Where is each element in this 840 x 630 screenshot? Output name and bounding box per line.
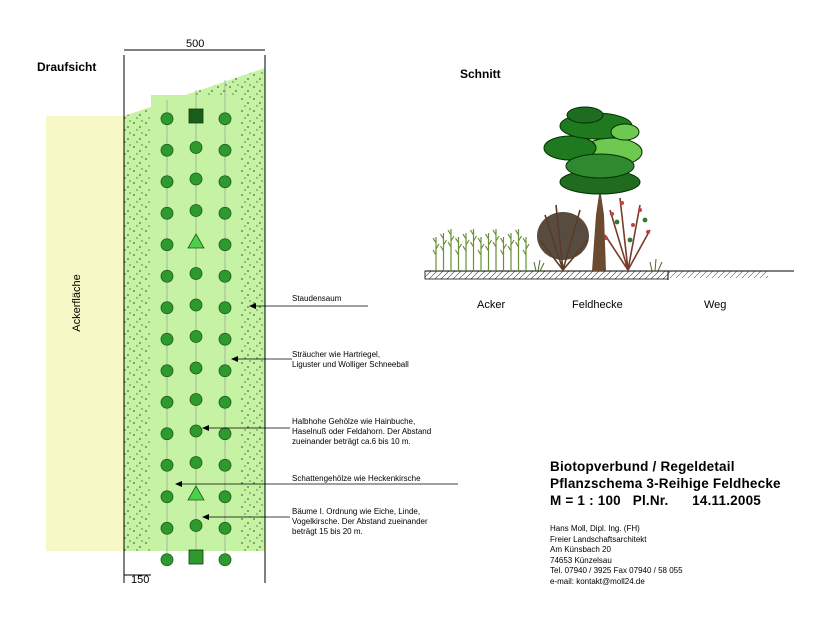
shrub-symbol [219,459,231,471]
grain-stalk [501,237,507,271]
shrub-symbol [161,144,173,156]
shrub-right [604,198,650,270]
shrub-symbol [190,394,202,406]
shrub-symbol [190,268,202,280]
shrub-symbol [161,176,173,188]
shrub-symbol [161,302,173,314]
shrub-symbol [161,491,173,503]
shrub-symbol [161,428,173,440]
grain-stalk [493,229,499,271]
shrub-symbol [190,299,202,311]
section-heading: Schnitt [460,67,501,81]
shrub-symbol [161,113,173,125]
plan-view-heading: Draufsicht [37,60,97,74]
grain-stalk [516,229,522,271]
plant-grid [161,109,231,566]
shrub-symbol [161,270,173,282]
field-label: Ackerfläche [71,274,83,332]
shrub-symbol [219,144,231,156]
tree-symbol [189,550,203,564]
grain-stalk [463,233,469,271]
grain-stalk [486,233,492,271]
shrub-symbol [219,491,231,503]
shrub-symbol [219,522,231,534]
shrub-symbol [219,333,231,345]
shrub-symbol [219,176,231,188]
shrub-symbol [190,425,202,437]
grain-stalk [448,229,454,271]
shrub-symbol [161,365,173,377]
shrub-symbol [219,554,231,566]
shrub-symbol [161,239,173,251]
grain-stalk [508,233,514,271]
shrub-symbol [219,239,231,251]
shrub-symbol [161,554,173,566]
shrub-left [537,205,589,270]
shrub-symbol [161,459,173,471]
shrub-symbol [219,428,231,440]
label-straeucher: Sträucher wie Hartriegel, Liguster und Wolliger Schneeball [292,350,409,369]
shrub-symbol [161,522,173,534]
label-schatten: Schattengehölze wie Heckenkirsche [292,474,421,483]
shrub-symbol [219,207,231,219]
section-label-acker: Acker [477,299,506,311]
label-staudensaum: Staudensaum [292,294,342,303]
tree-symbol [189,109,203,123]
label-baeume: Bäume I. Ordnung wie Eiche, Linde, Vogelkirsche. Der Abstand zueinander beträgt 15 bis 20 m. [292,507,428,536]
grain-stalk [478,237,484,271]
shrub-symbol [190,457,202,469]
shrub-symbol [219,365,231,377]
title-line3: M = 1 : 100 Pl.Nr. 14.11.2005 [550,493,761,508]
title-line1: Biotopverbund / Regeldetail [550,459,735,474]
grain-stalk [523,237,529,271]
shrub-symbol [219,270,231,282]
dimension-offset: 150 [131,574,150,586]
shrub-symbol [190,142,202,154]
section-label-feldhecke: Feldhecke [572,299,623,311]
address-block: Hans Moll, Dipl. Ing. (FH) Freier Landschaftsarchitekt Am Künsbach 20 74653 Künzelsau Tel. 07940 / 3925 Fax 07940 / 58 055 e-mail: kontakt@moll24.de [550,524,683,586]
shrub-symbol [219,113,231,125]
field-area [46,116,124,551]
grain-stalk [471,229,477,271]
shrub-symbol [190,205,202,217]
label-halbhohe: Halbhohe Gehölze wie Hainbuche, Haselnuß oder Feldahorn. Der Abstand zueinander beträgt ca.6 bis 10 m. [292,417,432,446]
shrub-symbol [190,520,202,532]
title-line2: Pflanzschema 3-Reihige Feldhecke [550,476,781,491]
section-drawing [425,107,794,280]
dimension-width: 500 [186,38,205,50]
shrub-symbol [219,302,231,314]
shrub-symbol [161,207,173,219]
grain-stalk [456,237,462,271]
grain-stalk [433,237,439,271]
shrub-symbol [190,331,202,343]
shrub-symbol [161,333,173,345]
grain-stalk [441,233,447,271]
title-block [550,458,781,509]
shrub-symbol [190,173,202,185]
shrub-symbol [161,396,173,408]
shrub-symbol [219,396,231,408]
section-label-weg: Weg [704,299,727,311]
shrub-symbol [190,362,202,374]
